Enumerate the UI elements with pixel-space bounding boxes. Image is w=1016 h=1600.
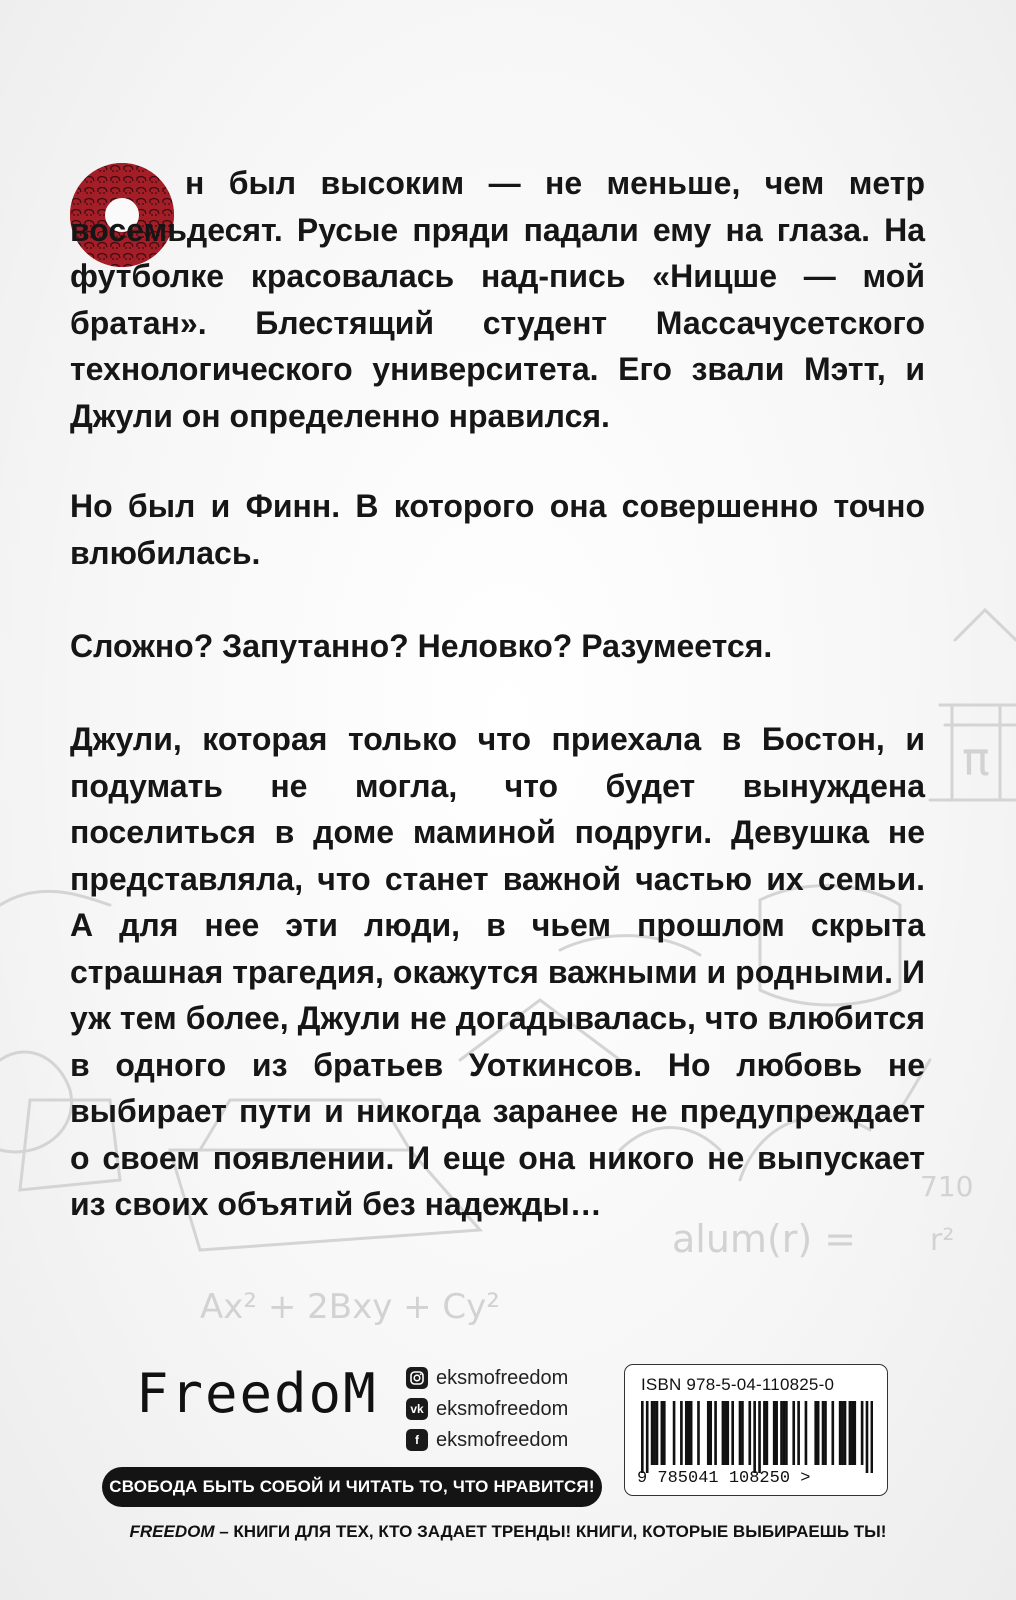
barcode-bar: [853, 1401, 856, 1465]
paragraph-2-text: Но был и Финн. В которого она совершенно точно влюбилась.: [70, 488, 925, 571]
doodle-formula-710: 710: [920, 1170, 974, 1203]
barcode-bar: [861, 1401, 864, 1465]
barcode-bar: [722, 1401, 725, 1465]
barcode-bar: [763, 1401, 766, 1465]
barcode-bar: [707, 1401, 710, 1465]
barcode-bar: [641, 1401, 644, 1473]
barcode-bars: [641, 1401, 873, 1473]
instagram-icon: [406, 1367, 428, 1389]
barcode-bar: [792, 1401, 795, 1465]
instagram-handle: eksmofreedom: [436, 1366, 569, 1389]
vk-icon: vk: [406, 1398, 428, 1420]
barcode-bar: [841, 1401, 844, 1465]
barcode-bar: [739, 1401, 742, 1465]
social-vk: [406, 1396, 626, 1422]
barcode-bar: [663, 1401, 666, 1465]
social-facebook: [406, 1427, 626, 1453]
paragraph-4: [70, 716, 925, 1228]
barcode-bar: [714, 1401, 717, 1465]
doodle-formula-r2: r²: [930, 1223, 955, 1258]
barcode-bar: [871, 1401, 873, 1473]
barcode-bar: [661, 1401, 664, 1465]
tagline-brand: FREEDOM: [129, 1522, 215, 1541]
barcode-bar: [805, 1401, 808, 1465]
barcode-bar: [814, 1401, 817, 1465]
barcode-bar: [766, 1401, 769, 1465]
barcode-bar: [690, 1401, 693, 1465]
barcode-bar: [783, 1401, 786, 1465]
paragraph-2: [70, 483, 925, 576]
barcode-bar: [851, 1401, 854, 1465]
paragraph-1-rest: восемьдесят. Русые пряди падали ему на глаза. На футболке красовалась над-пись «Ницше — мой братан». Блестящий студент Массачусетского технологического университета. Его звали Мэтт, и Джули он определенно нравился.: [70, 211, 925, 434]
facebook-icon: f: [406, 1429, 428, 1451]
barcode-bar: [773, 1401, 776, 1465]
freedom-logo: FreedoM: [136, 1362, 378, 1425]
barcode-bar: [831, 1401, 834, 1465]
barcode-bar: [656, 1401, 659, 1465]
vk-handle: eksmofreedom: [436, 1397, 569, 1420]
barcode-bar: [741, 1401, 744, 1465]
barcode-bar: [726, 1401, 729, 1465]
paragraph-3-text: Сложно? Запутанно? Неловко? Разумеется.: [70, 628, 773, 664]
barcode-box: [624, 1364, 888, 1496]
barcode-bar: [866, 1401, 869, 1473]
barcode-bar: [687, 1401, 690, 1465]
barcode-bar: [646, 1401, 649, 1473]
barcode-bar: [824, 1401, 827, 1465]
barcode-bar: [685, 1401, 688, 1465]
slogan-banner: СВОБОДА БЫТЬ СОБОЙ И ЧИТАТЬ ТО, ЧТО НРАВИТСЯ!: [102, 1467, 602, 1507]
paragraph-1: [70, 160, 925, 439]
doodle-pi: π: [962, 732, 990, 786]
paragraph-3: [70, 623, 925, 670]
doodle-formula-alum: alum(r) =: [672, 1217, 857, 1261]
paragraph-4-text: Джули, которая только что приехала в Бостон, и подумать не могла, что будет вынуждена поселиться в доме маминой подруги. Девушка не представляла, что станет важной частью их семьи. А для нее эти люди, в чьем прошлом скрыта страшная трагедия, окажутся важными и родными. И уж тем более, Джули не догадывалась, что влюбится в одного из братьев Уоткинсов. Но любовь не выбирает пути и никогда заранее не предупреждает о своем появлении. И еще она никого не выпускает из своих объятий без надежды…: [70, 721, 925, 1222]
barcode-bar: [775, 1401, 778, 1465]
facebook-handle: eksmofreedom: [436, 1428, 569, 1451]
doodle-formula-quadratic: Ax² + 2Bxy + Cy²: [200, 1287, 500, 1327]
barcode-digits: 9 785041 108250 >: [637, 1469, 811, 1488]
barcode-bar: [753, 1401, 756, 1473]
barcode-bar: [797, 1401, 800, 1465]
barcode-bar: [780, 1401, 783, 1465]
barcode-bar: [653, 1401, 656, 1465]
barcode-bar: [680, 1401, 683, 1465]
barcode-bar: [844, 1401, 847, 1465]
paragraph-1-first-line: н был высоким — не меньше, чем метр: [185, 165, 925, 201]
barcode-bar: [817, 1401, 820, 1465]
barcode-bar: [651, 1401, 654, 1465]
barcode-bar: [724, 1401, 727, 1465]
social-instagram: [406, 1365, 626, 1391]
tagline: [0, 1522, 1016, 1542]
barcode-bar: [758, 1401, 761, 1473]
barcode-bar: [849, 1401, 852, 1465]
isbn-label: ISBN 978-5-04-110825-0: [641, 1375, 835, 1394]
barcode-bar: [731, 1401, 734, 1465]
barcode-bar: [709, 1401, 712, 1465]
barcode-bar: [839, 1401, 842, 1465]
tagline-text: – КНИГИ ДЛЯ ТЕХ, КТО ЗАДАЕТ ТРЕНДЫ! КНИГИ, КОТОРЫЕ ВЫБИРАЕШЬ ТЫ!: [214, 1522, 887, 1541]
barcode-bar: [785, 1401, 788, 1465]
barcode-bar: [697, 1401, 700, 1465]
barcode-bar: [748, 1401, 751, 1465]
barcode-bar: [673, 1401, 676, 1465]
barcode-bar: [822, 1401, 825, 1465]
